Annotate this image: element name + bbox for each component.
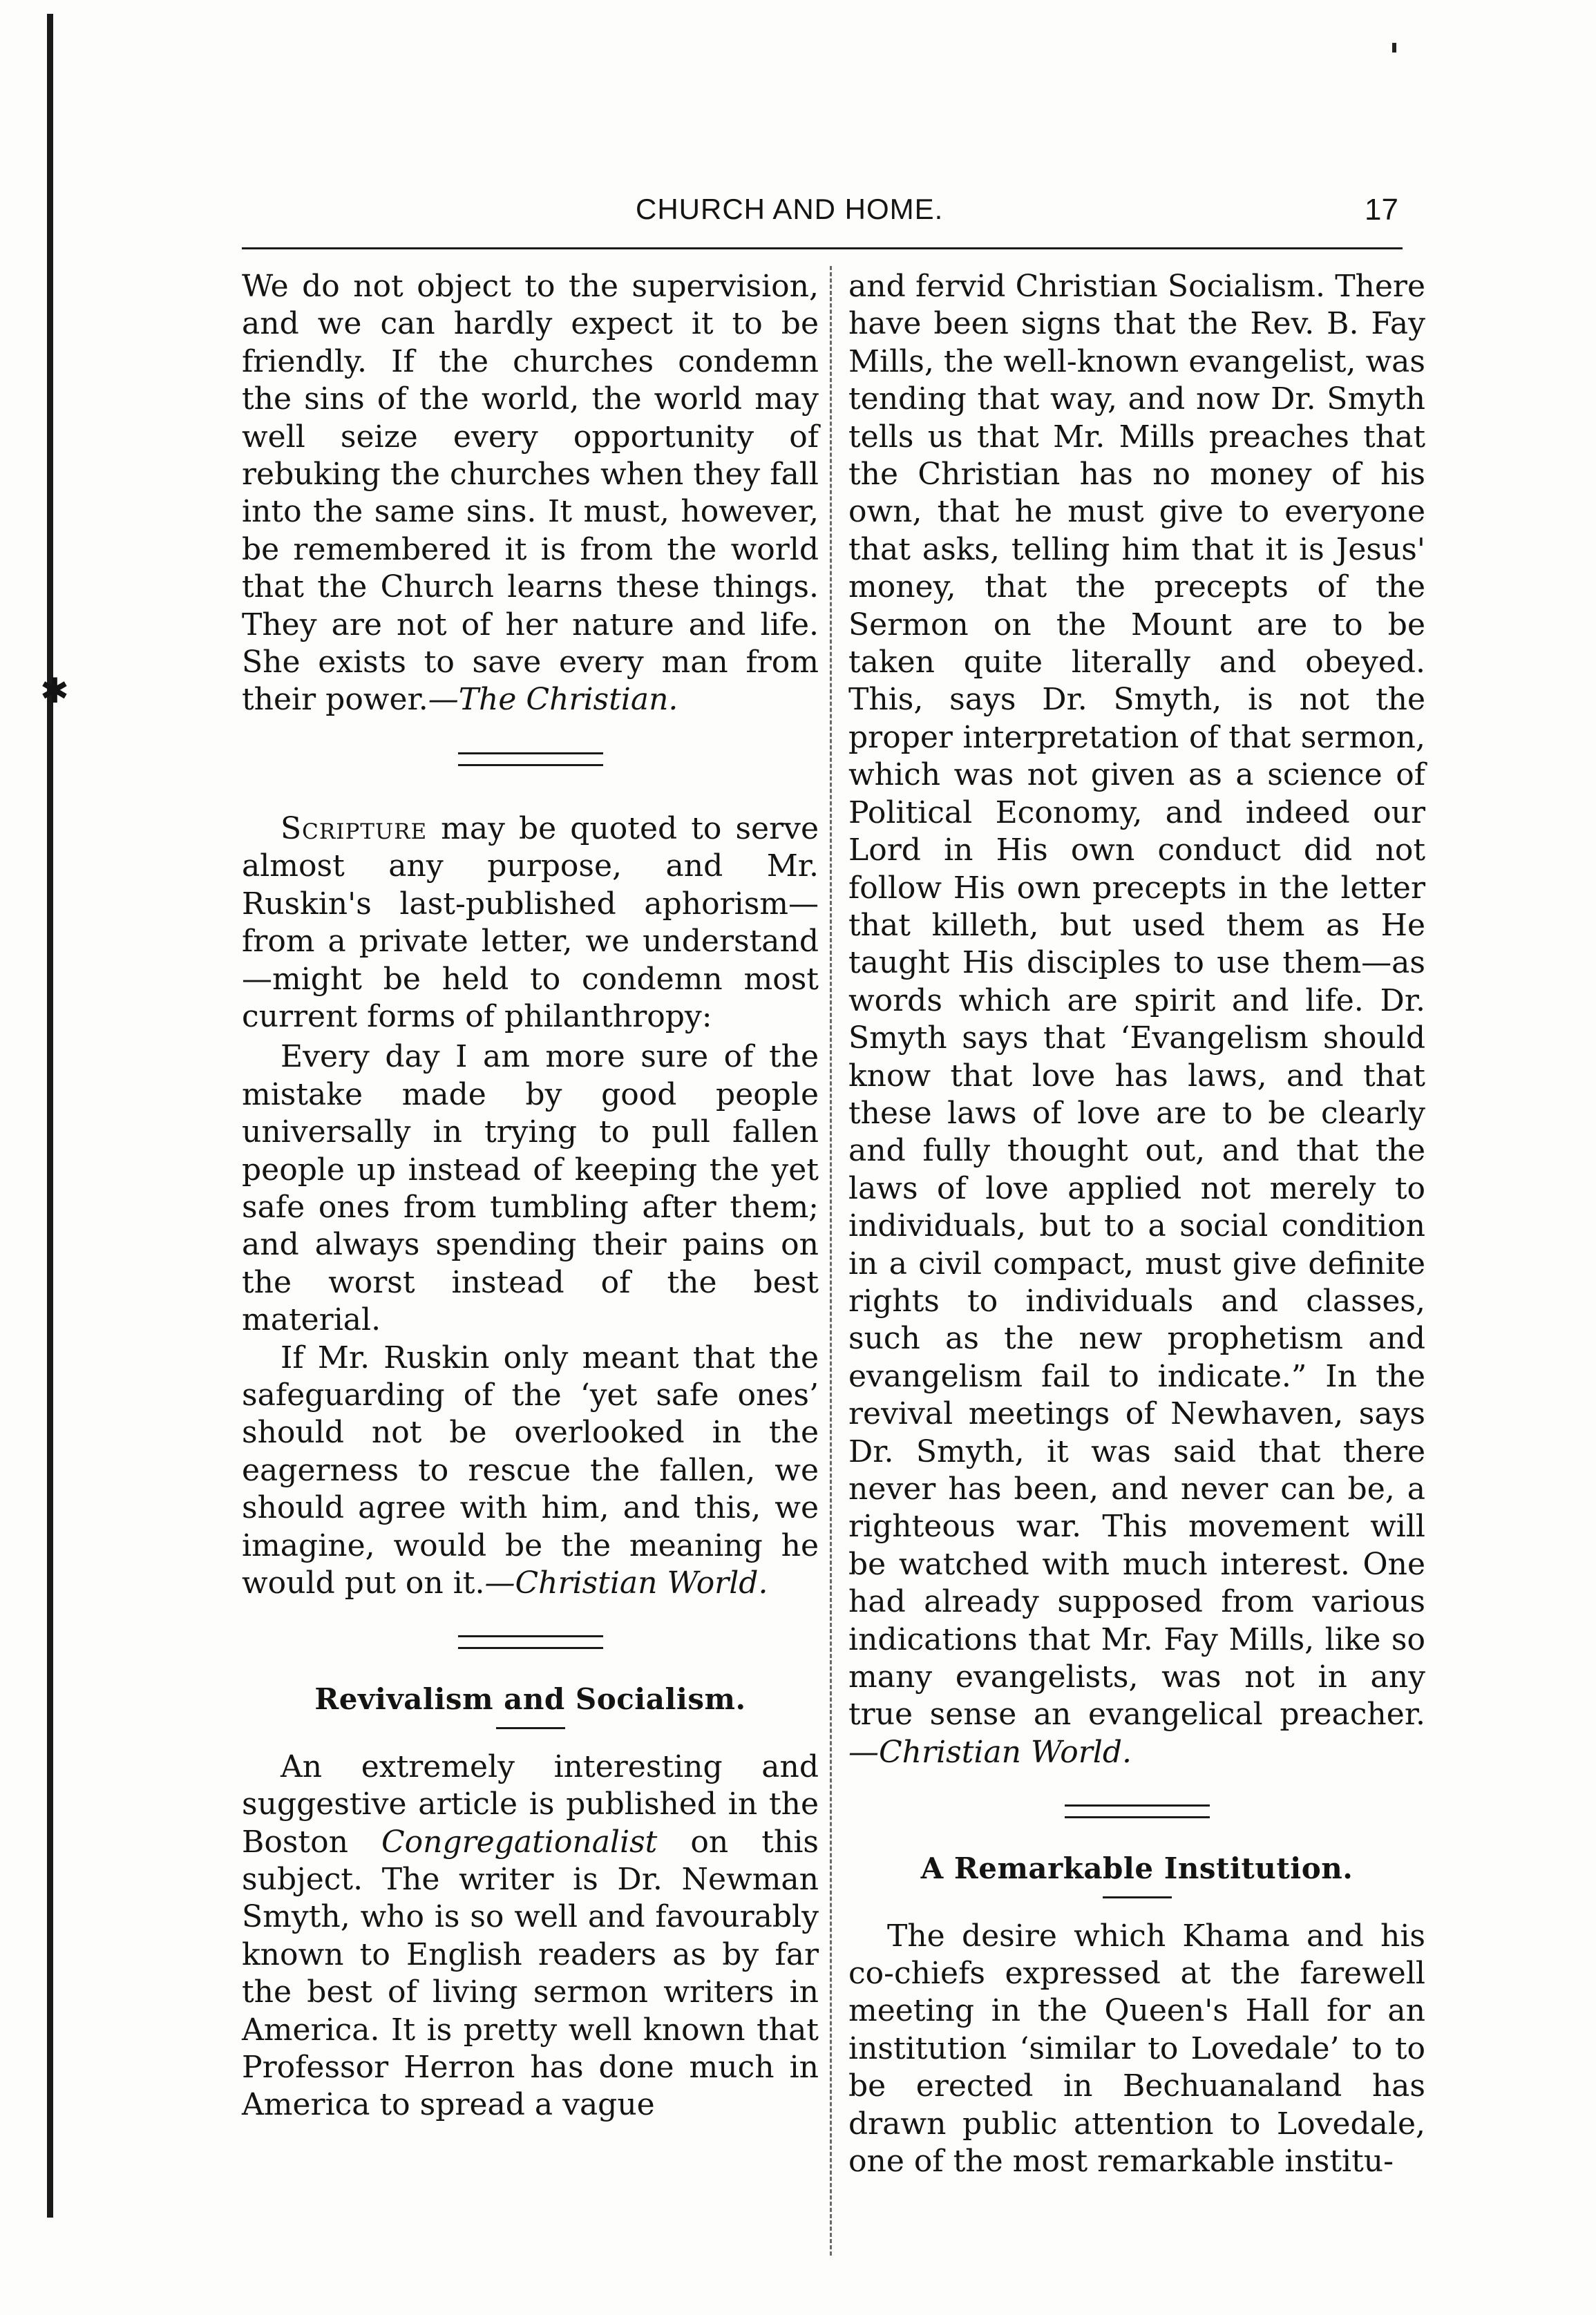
paragraph-revivalism: An extremely interesting and suggestive article is published in the Boston Congregationalist on this subject. The writer is Dr. Newman Smyth, who is so well and favourably known to English readers as by far the best of living sermon writers in America. It is pretty well known that Professor Herron has done much in America to spread a vague xyxy=(242,1749,819,2123)
section-separator xyxy=(1065,1804,1210,1818)
right-column xyxy=(848,268,1425,2181)
header-rule xyxy=(242,247,1403,249)
attribution: —The Christian. xyxy=(428,682,678,718)
margin-mark: ✱ xyxy=(40,671,69,711)
attribution: —Christian World. xyxy=(484,1565,768,1601)
paragraph-supervision: We do not object to the supervision, and we can hardly expect it to be friendly. If the churches condemn the sins of the world, the world may well seize every opportunity of rebuking the churches when they fall into the same sins. It must, however, be remembered it is from the world that the Church learns these things. They are not of her nature and life. She exists to save every man from their power.—The Christian. xyxy=(242,269,819,718)
section-separator xyxy=(458,752,603,766)
section-separator xyxy=(458,1635,603,1649)
attribution: —Christian World. xyxy=(848,1734,1132,1770)
paragraph-ruskin: If Mr. Ruskin only meant that the safeguarding of the ‘yet safe ones’ should not be overlooked in the eagerness to rescue the fallen, we should agree with him, and this, we imagine, would be the meaning he would put on it.—Christian World. xyxy=(242,1340,819,1601)
corner-mark xyxy=(1392,43,1396,53)
section-heading: A Remarkable Institution. xyxy=(920,1851,1353,1886)
section-heading: Revivalism and Socialism. xyxy=(314,1682,746,1717)
paragraph-scripture: Scripture may be quoted to serve almost any purpose, and Mr. Ruskin's last-published aphorism—from a private letter, we understand—might be held to condemn most current forms of philanthropy: xyxy=(242,810,819,1034)
paragraph-institution: The desire which Khama and his co-chiefs expressed at the farewell meeting in the Queen's Hall for an institution ‘similar to Lovedale’ to to be erected in Bechuanaland has drawn public attention to Lovedale, one of the most remarkable institu- xyxy=(848,1918,1425,2180)
running-head: CHURCH AND HOME. xyxy=(636,193,944,225)
paragraph-socialism: and fervid Christian Socialism. There have been signs that the Rev. B. Fay Mills, the well-known evangelist, was tending that way, and now Dr. Smyth tells us that Mr. Mills preaches that the Christian has no money of his own, that he must give to everyone that asks, telling him that it is Jesus' money, that the precepts of the Sermon on the Mount are to be taken quite literally and obeyed. This, says Dr. Smyth, is not the proper interpretation of that sermon, which was not given as a science of Political Economy, and indeed our Lord in His own conduct did not follow His own precepts in the letter that killeth, but used them as He taught His disciples to use them—as words which are spirit and life. Dr. Smyth says that ‘Evangelism should know that love has laws, and that these laws of love are to be clearly and fully thought out, and that the laws of love applied not merely to individuals, but to a social condition in a civil compact, must give definite rights to individuals and classes, such as the new prophetism and evangelism fail to indicate.” In the revival meetings of Newhaven, says Dr. Smyth, it was said that there never has been, and never can be, a righteous war. This movement will be watched with much interest. One had already supposed from various indications that Mr. Fay Mills, like so many evangelists, was not in any true sense an evangelical preacher. —Christian World. xyxy=(848,269,1425,1770)
page-number: 17 xyxy=(1365,193,1398,227)
left-column xyxy=(242,268,819,2124)
margin-rule xyxy=(47,14,53,2218)
column-divider xyxy=(830,266,832,2256)
ruskin-quote: Every day I am more sure of the mistake made by good people universally in trying to pull fallen people up instead of keeping the yet safe ones from tumbling after them; and always spending their pains on the worst instead of the best material. xyxy=(242,1039,819,1338)
